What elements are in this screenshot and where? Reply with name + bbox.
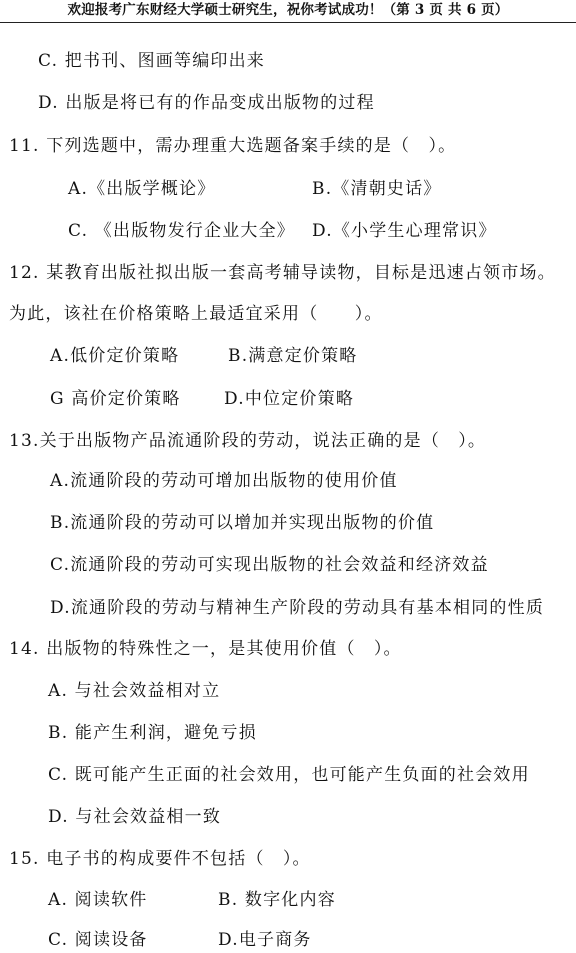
q12-option-c: G 高价定价策略 xyxy=(50,389,181,409)
q11-option-c: C. 《出版物发行企业大全》 xyxy=(68,221,296,241)
q10-option-d: D. 出版是将已有的作品变成出版物的过程 xyxy=(38,93,375,113)
question-12: 12. 某教育出版社拟出版一套高考辅导读物，目标是迅速占领市场。 xyxy=(9,263,556,283)
q10-option-c: C. 把书刊、图画等编印出来 xyxy=(38,51,266,71)
q14-option-c: C. 既可能产生正面的社会效用，也可能产生负面的社会效用 xyxy=(48,765,530,785)
page-header: 欢迎报考广东财经大学硕士研究生，祝你考试成功！（第 3 页 共 6 页） xyxy=(0,0,576,23)
q12-option-a: A.低价定价策略 xyxy=(50,346,180,366)
q12-option-b: B.满意定价策略 xyxy=(228,346,358,366)
q11-option-d: D.《小学生心理常识》 xyxy=(312,221,497,241)
question-11: 11. 下列选题中，需办理重大选题备案手续的是（ ）。 xyxy=(9,136,457,156)
q13-option-a: A.流通阶段的劳动可增加出版物的使用价值 xyxy=(50,471,398,491)
question-15: 15. 电子书的构成要件不包括（ ）。 xyxy=(9,849,311,869)
q13-option-b: B.流通阶段的劳动可以增加并实现出版物的价值 xyxy=(50,513,435,533)
q13-option-d: D.流通阶段的劳动与精神生产阶段的劳动具有基本相同的性质 xyxy=(50,598,545,618)
q11-option-b: B.《清朝史话》 xyxy=(312,179,442,199)
q15-option-c: C. 阅读设备 xyxy=(48,930,148,950)
q14-option-a: A. 与社会效益相对立 xyxy=(48,681,221,701)
question-12-cont: 为此，该社在价格策略上最适宜采用（ ）。 xyxy=(9,304,383,324)
q14-option-b: B. 能产生利润，避免亏损 xyxy=(48,723,257,743)
question-14: 14. 出版物的特殊性之一，是其使用价值（ ）。 xyxy=(9,639,402,659)
q14-option-d: D. 与社会效益相一致 xyxy=(48,807,222,827)
q13-option-c: C.流通阶段的劳动可实现出版物的社会效益和经济效益 xyxy=(50,555,489,575)
q15-option-a: A. 阅读软件 xyxy=(48,890,148,910)
q12-option-d: D.中位定价策略 xyxy=(224,389,355,409)
q11-option-a: A.《出版学概论》 xyxy=(68,179,216,199)
question-13: 13.关于出版物产品流通阶段的劳动，说法正确的是（ ）。 xyxy=(9,431,487,451)
q15-option-b: B. 数字化内容 xyxy=(218,890,336,910)
q15-option-d: D.电子商务 xyxy=(218,930,312,950)
